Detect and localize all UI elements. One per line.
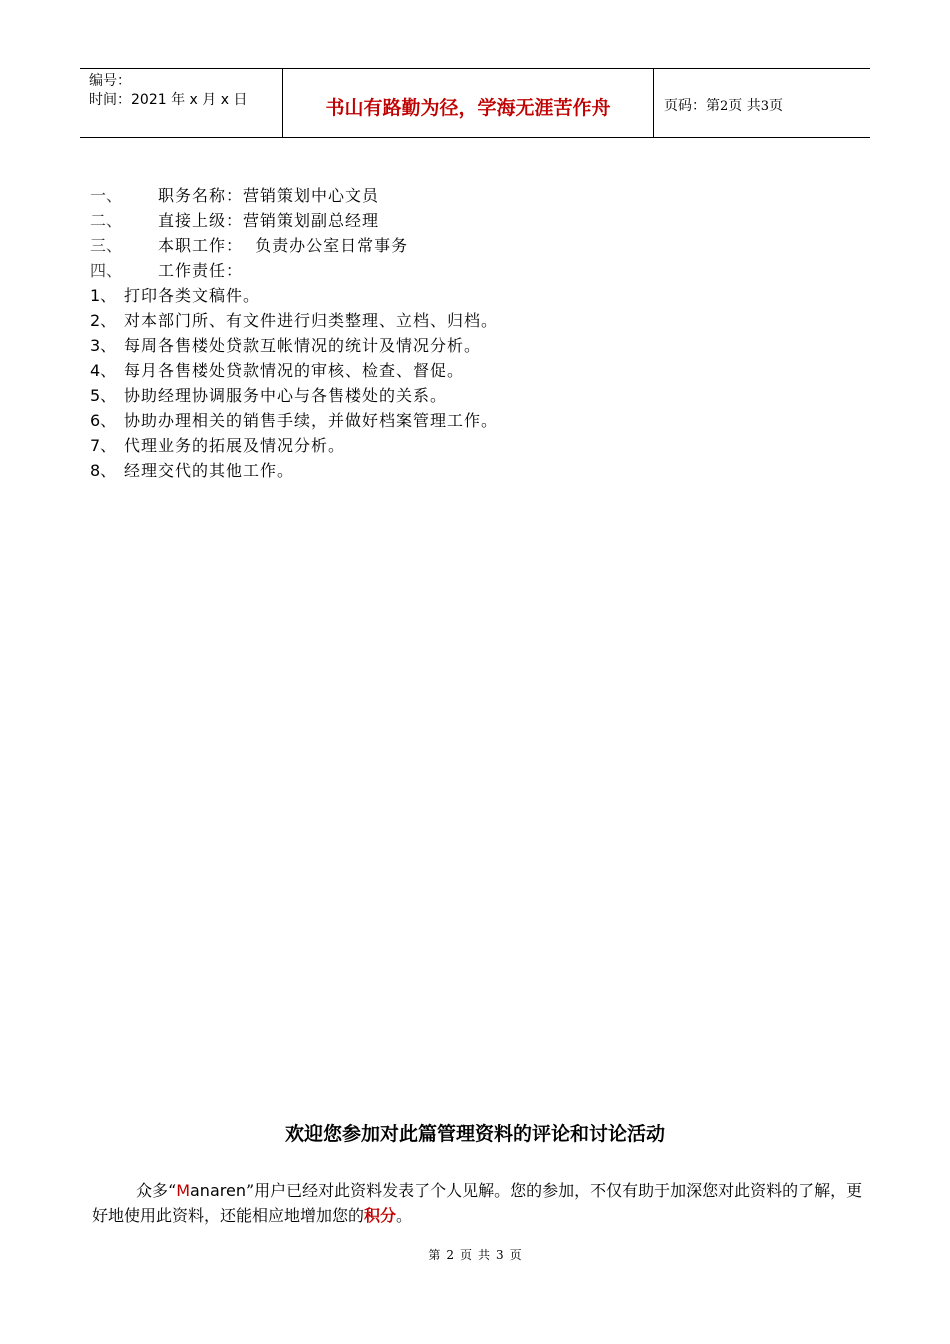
para-before: 众多“ [136, 1181, 177, 1200]
section-text: 工作责任： [158, 261, 244, 280]
list-item [90, 283, 870, 308]
page-prefix: 页码：第 [664, 98, 720, 114]
item-text: 每周各售楼处贷款互帐情况的统计及情况分析。 [124, 336, 482, 355]
list-item [90, 408, 870, 433]
header-page-cell [654, 69, 870, 137]
section-line [90, 233, 870, 258]
header-motto-cell [283, 69, 654, 137]
page-total: 3 [760, 99, 770, 114]
item-number: 6、 [90, 411, 117, 430]
item-number: 8、 [90, 461, 117, 480]
section-text: 职务名称：营销策划中心文员 [158, 186, 380, 205]
brand-link[interactable] [176, 1181, 246, 1200]
list-item [90, 383, 870, 408]
item-text: 打印各类文稿件。 [124, 286, 261, 305]
item-text: 协助经理协调服务中心与各售楼处的关系。 [124, 386, 448, 405]
footer-gong: 共 [478, 1248, 491, 1262]
page-footer [0, 1246, 950, 1263]
header-meta-cell [80, 69, 283, 137]
item-number: 3、 [90, 336, 117, 355]
page-mid: 页 共 [728, 98, 761, 114]
item-number: 5、 [90, 386, 117, 405]
section-number: 三、 [90, 236, 123, 255]
footer-di: 第 [428, 1248, 441, 1262]
item-text: 对本部门所、有文件进行归类整理、立档、归档。 [124, 311, 499, 330]
document-header-table [80, 68, 870, 138]
section-line [90, 208, 870, 233]
para-end: 。 [396, 1206, 413, 1225]
section-line [90, 258, 870, 283]
number-label: 编号： [89, 73, 131, 89]
footer-total-pages: 3 [496, 1248, 504, 1262]
document-body [90, 183, 870, 483]
list-item [90, 308, 870, 333]
item-text: 每月各售楼处贷款情况的审核、检查、督促。 [124, 361, 465, 380]
brand-initial: M [176, 1181, 190, 1200]
page-current: 2 [720, 99, 729, 114]
section-number: 二、 [90, 211, 123, 230]
item-text: 代理业务的拓展及情况分析。 [124, 436, 346, 455]
item-number: 2、 [90, 311, 117, 330]
list-item [90, 458, 870, 483]
footer-ye-end: 页 [509, 1248, 522, 1262]
footer-ye: 页 [459, 1248, 472, 1262]
page-info [664, 95, 783, 115]
footer-current-page: 2 [446, 1248, 454, 1262]
section-number: 四、 [90, 261, 123, 280]
comment-invitation-paragraph [92, 1178, 867, 1228]
score-link[interactable]: 积分 [364, 1206, 397, 1225]
list-item [90, 358, 870, 383]
comment-invitation-title: 欢迎您参加对此篇管理资料的评论和讨论活动 [284, 1123, 665, 1145]
list-item [90, 433, 870, 458]
section-line [90, 183, 870, 208]
item-text: 协助办理相关的销售手续，并做好档案管理工作。 [124, 411, 499, 430]
item-number: 1、 [90, 286, 117, 305]
brand-rest: anaren [190, 1181, 246, 1200]
page-suffix: 页 [769, 98, 784, 114]
item-text: 经理交代的其他工作。 [124, 461, 295, 480]
para-after: ”用户已经对此资料发表了个人见解。您的参加，不仅有助于加深您对此资料的了解，更好地使用此资料，还能相应地增加您的 [92, 1181, 863, 1225]
section-text: 本职工作： 负责办公室日常事务 [158, 236, 409, 255]
item-number: 4、 [90, 361, 117, 380]
item-number: 7、 [90, 436, 117, 455]
time-label: 时间：2021 年 x 月 x 日 [89, 92, 248, 108]
motto-text: 书山有路勤为径，学海无涯苦作舟 [325, 97, 611, 119]
section-text: 直接上级：营销策划副总经理 [158, 211, 380, 230]
section-number: 一、 [90, 186, 123, 205]
list-item [90, 333, 870, 358]
